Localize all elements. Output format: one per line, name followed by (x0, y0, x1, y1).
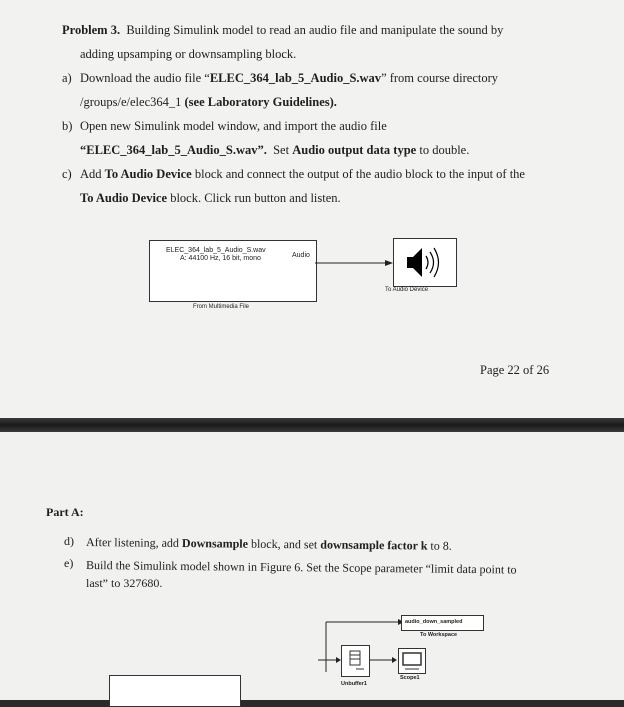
item-b-line2 (80, 143, 469, 157)
item-b-file: “ELEC_364_lab_5_Audio_S.wav”. (80, 143, 267, 157)
to-audio-device-block[interactable] (393, 238, 457, 287)
source-caption: From Multimedia File (193, 304, 250, 310)
unbuffer-caption: Unbuffer1 (341, 681, 367, 687)
problem-title-line1 (62, 23, 503, 37)
item-b-mid: Set (273, 143, 290, 157)
item-d-bold2: downsample factor k (320, 537, 428, 553)
item-a-post: ” from course directory (381, 71, 499, 85)
source-port-label: Audio (292, 252, 310, 259)
item-c-line1 (80, 167, 525, 181)
page-gap (0, 418, 624, 432)
item-e-line1: Build the Simulink model shown in Figure 6. Set the Scope parameter “limit data point to (85, 558, 517, 577)
item-d-marker: d) (64, 534, 74, 548)
item-d-pre: After listening, add (85, 535, 180, 550)
source-block-partial[interactable] (109, 675, 241, 707)
item-a-line2 (80, 95, 337, 109)
item-c-marker: c) (62, 167, 72, 181)
item-c-post2: block. Click run button and listen. (170, 191, 341, 205)
item-a-line1 (80, 71, 498, 85)
speaker-icon (394, 239, 456, 286)
item-c-pre: Add (80, 167, 102, 181)
item-d-mid: block, and set (250, 536, 318, 552)
unbuffer-block[interactable] (341, 645, 370, 677)
source-format: A: 44100 Hz, 16 bit, mono (180, 255, 261, 262)
problem-title-text: Building Simulink model to read an audio file and manipulate the sound by (126, 23, 504, 37)
item-b-bold: Audio output data type (292, 143, 417, 157)
problem-title-line2: adding upsamping or downsampling block. (80, 47, 297, 61)
to-workspace-block[interactable] (401, 615, 484, 631)
document-page-bottom (0, 432, 624, 700)
part-heading: Part A: (46, 505, 84, 519)
unbuffer-icon (342, 646, 369, 676)
scope-icon (399, 649, 425, 673)
item-d-post: to 8. (430, 538, 452, 553)
item-e-marker: e) (64, 556, 74, 570)
item-a-file: ELEC_364_lab_5_Audio_S.wav (209, 71, 382, 85)
item-d-bold1: Downsample (181, 536, 249, 551)
item-a-note: (see Laboratory Guidelines). (184, 95, 337, 109)
item-a-path: /groups/e/elec364_1 (80, 95, 182, 109)
problem-heading: Problem 3. (62, 23, 121, 37)
item-b-post: to double. (419, 143, 470, 157)
workspace-variable: audio_down_sampled (405, 619, 463, 625)
workspace-caption: To Workspace (420, 632, 458, 638)
item-c-line2 (80, 191, 341, 205)
item-c-bold2: To Audio Device (80, 191, 168, 205)
item-c-post: block and connect the output of the audio block to the input of the (194, 167, 525, 181)
item-a-marker: a) (62, 71, 72, 85)
scope-block[interactable] (398, 648, 426, 674)
scope-caption: Scope1 (400, 675, 420, 681)
item-a-pre: Download the audio file “ (80, 71, 210, 85)
item-b-marker: b) (62, 119, 73, 133)
item-d-line (86, 535, 452, 553)
item-e-line2: last” to 327680. (86, 576, 163, 590)
page-number: Page 22 of 26 (480, 363, 550, 377)
item-c-bold: To Audio Device (104, 167, 192, 181)
source-filename: ELEC_364_lab_5_Audio_S.wav (166, 247, 266, 254)
signal-line (315, 250, 395, 280)
sink-caption: To Audio Device (385, 287, 429, 293)
from-multimedia-file-block[interactable] (149, 240, 317, 302)
item-b-line1: Open new Simulink model window, and import the audio file (80, 119, 387, 133)
